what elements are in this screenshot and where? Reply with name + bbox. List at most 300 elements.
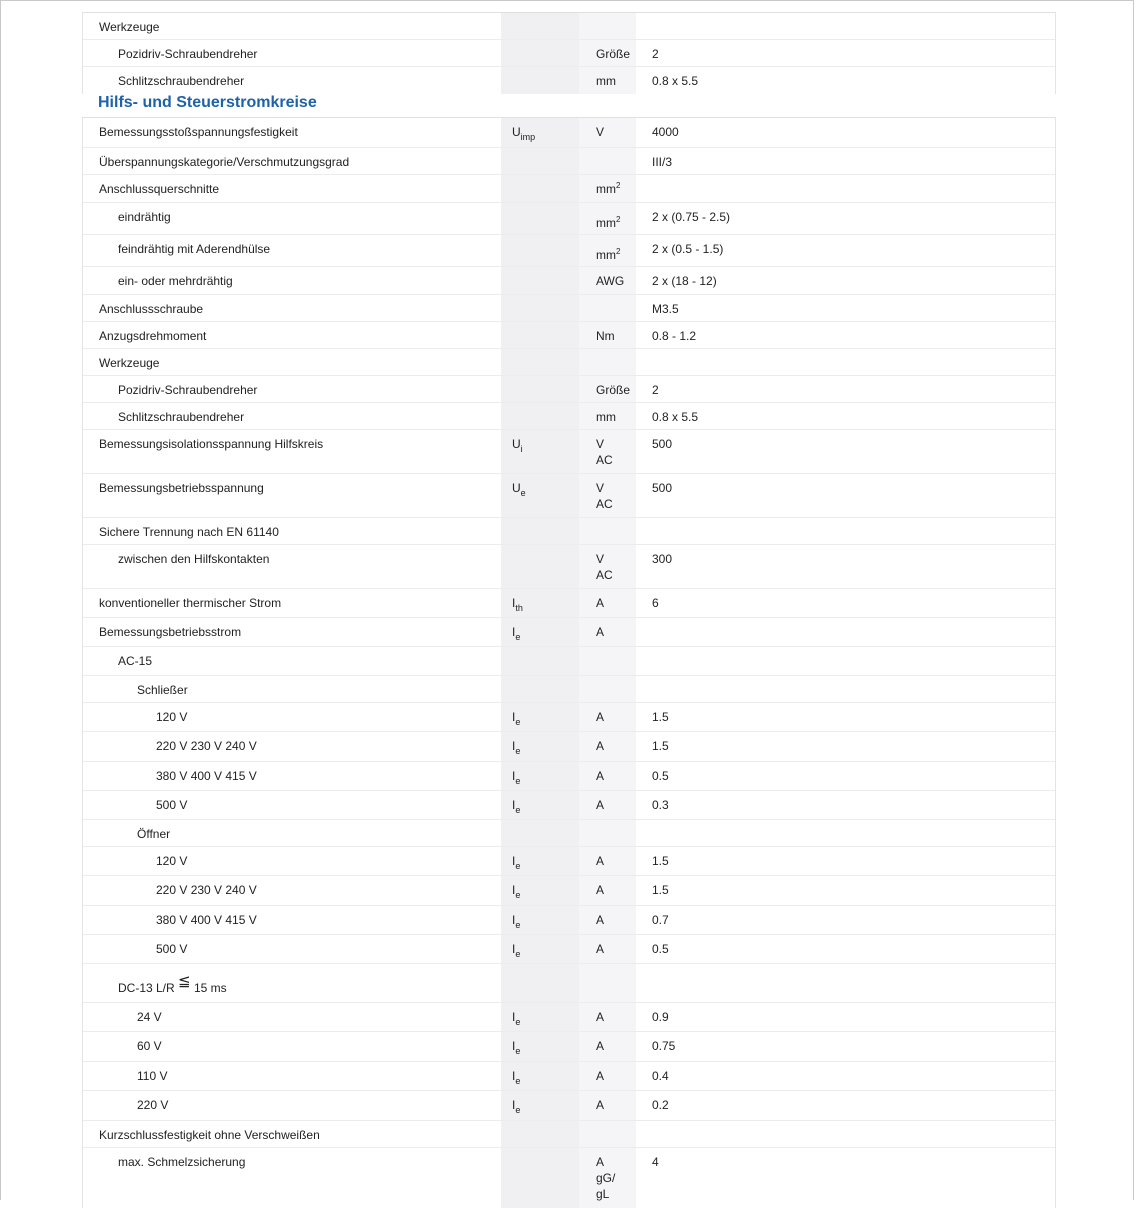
symbol-letter: I (512, 769, 516, 783)
value-cell (636, 67, 1056, 94)
symbol-cell (501, 349, 579, 376)
unit-cell (579, 349, 636, 376)
unit-cell (579, 40, 636, 67)
parameter-label (83, 295, 501, 317)
symbol-letter: I (512, 1098, 516, 1112)
unit-text: mm (596, 216, 616, 230)
unit (579, 791, 636, 813)
value-cell (636, 1032, 1056, 1062)
value (636, 1121, 1055, 1127)
unit-superscript: 2 (616, 247, 621, 256)
symbol-cell (501, 376, 579, 403)
parameter-text: max. Schmelzsicherung (118, 1155, 246, 1169)
unit (579, 1091, 636, 1113)
table-row (83, 762, 1056, 791)
symbol (501, 703, 579, 725)
unit-cell (579, 376, 636, 403)
unit-text: A (596, 1039, 605, 1053)
value: 1.5 (652, 739, 669, 753)
unit-cell (579, 1091, 636, 1121)
parameter-label (83, 703, 501, 725)
parameter-cell (83, 295, 502, 322)
value-cell (636, 403, 1056, 430)
symbol (501, 762, 579, 784)
value-cell (636, 518, 1056, 545)
symbol-letter: I (512, 625, 516, 639)
parameter-text: Anzugsdrehmoment (99, 329, 207, 343)
value-cell (636, 847, 1056, 876)
unit-text: A gG/ gL (596, 1155, 616, 1201)
unit (579, 618, 636, 640)
parameter-text: Sichere Trennung nach EN 61140 (99, 525, 279, 539)
symbol (501, 1032, 579, 1054)
parameter-cell (83, 430, 502, 474)
symbol-cell (501, 703, 579, 732)
unit-cell (579, 403, 636, 430)
symbol-subscript: i (520, 444, 523, 454)
table-row (83, 545, 1056, 589)
symbol-subscript: e (515, 1076, 521, 1086)
parameter-cell (83, 820, 502, 847)
value (636, 13, 1055, 19)
value-cell (636, 322, 1056, 349)
symbol-letter: U (512, 481, 521, 495)
symbol (501, 545, 579, 551)
unit-text: A (596, 739, 605, 753)
symbol (501, 175, 579, 181)
unit-cell (579, 847, 636, 876)
unit-text: Größe (596, 47, 631, 61)
parameter-cell (83, 589, 502, 618)
unit-text: A (596, 596, 605, 610)
parameter-cell (83, 676, 502, 703)
unit-superscript: 2 (616, 181, 621, 190)
parameter-label (83, 906, 501, 928)
value: 0.5 (652, 769, 669, 783)
value-cell (636, 430, 1056, 474)
value-cell (636, 732, 1056, 762)
value-cell (636, 1003, 1056, 1032)
symbol-subscript: e (515, 632, 521, 642)
parameter-text: AC-15 (118, 654, 153, 668)
parameter-text: Pozidriv-Schraubendreher (118, 383, 258, 397)
table-row (83, 376, 1056, 403)
parameter-cell (83, 791, 502, 820)
symbol (501, 820, 579, 826)
symbol-cell (501, 267, 579, 295)
table-row (83, 1032, 1056, 1062)
parameter-label (83, 430, 501, 452)
unit-cell (579, 118, 636, 148)
symbol-cell (501, 545, 579, 589)
symbol-cell (501, 203, 579, 235)
unit (579, 175, 636, 197)
unit-cell (579, 791, 636, 820)
tools-table (82, 12, 1056, 94)
table-row (83, 13, 1056, 40)
table-row (83, 267, 1056, 295)
symbol (501, 647, 579, 653)
symbol (501, 474, 579, 496)
unit (579, 847, 636, 869)
value-cell (636, 1121, 1056, 1148)
value: 500 (652, 481, 673, 495)
symbol-subscript: e (515, 861, 521, 871)
unit-cell (579, 703, 636, 732)
parameter-label (83, 1121, 501, 1143)
parameter-label (83, 964, 501, 996)
parameter-text: 220 V (137, 1098, 169, 1112)
unit-text: V AC (596, 481, 613, 511)
parameter-label (83, 676, 501, 698)
section-heading: Hilfs- und Steuerstromkreise (98, 94, 317, 111)
table-row (83, 430, 1056, 474)
unit-cell (579, 935, 636, 964)
symbol-subscript: e (515, 1046, 521, 1056)
unit (579, 430, 636, 468)
unit (579, 589, 636, 611)
symbol (501, 1121, 579, 1127)
symbol-letter: I (512, 883, 516, 897)
symbol (501, 295, 579, 301)
parameter-label (83, 876, 501, 898)
symbol-cell (501, 403, 579, 430)
symbol-cell (501, 1003, 579, 1032)
symbol (501, 203, 579, 209)
parameter-label (83, 847, 501, 869)
symbol (501, 235, 579, 241)
symbol-letter: I (512, 942, 516, 956)
parameter-suffix: 15 ms (193, 981, 227, 995)
symbol (501, 403, 579, 409)
parameter-cell (83, 762, 502, 791)
symbol (501, 67, 579, 73)
unit-cell (579, 430, 636, 474)
table-row (83, 791, 1056, 820)
value: 2 x (18 - 12) (652, 274, 717, 288)
parameter-label (83, 732, 501, 754)
parameter-text: Schlitzschraubendreher (118, 74, 245, 88)
parameter-text: Bemessungsisolationsspannung Hilfskreis (99, 437, 324, 451)
symbol-cell (501, 518, 579, 545)
value-cell (636, 647, 1056, 676)
symbol-letter: U (512, 437, 521, 451)
unit-cell (579, 235, 636, 267)
symbol-letter: I (512, 1069, 516, 1083)
value (636, 964, 1055, 970)
value-cell (636, 376, 1056, 403)
unit (579, 1121, 636, 1127)
symbol-cell (501, 935, 579, 964)
unit-text: Größe (596, 383, 631, 397)
parameter-cell (83, 376, 502, 403)
unit-cell (579, 148, 636, 175)
value: 4000 (652, 125, 679, 139)
parameter-text: konventioneller thermischer Strom (99, 596, 282, 610)
unit (579, 647, 636, 653)
parameter-cell (83, 1062, 502, 1091)
parameter-label (83, 589, 501, 611)
value: III/3 (652, 155, 673, 169)
value-cell (636, 618, 1056, 647)
unit-cell (579, 1032, 636, 1062)
unit (579, 935, 636, 957)
symbol (501, 676, 579, 682)
unit (579, 1062, 636, 1084)
table-row (83, 732, 1056, 762)
value: 1.5 (652, 883, 669, 897)
value: 0.7 (652, 913, 669, 927)
unit-cell (579, 762, 636, 791)
unit-cell (579, 732, 636, 762)
symbol-cell (501, 1091, 579, 1121)
value (636, 518, 1055, 524)
value: 0.5 (652, 942, 669, 956)
parameter-cell (83, 349, 502, 376)
symbol-cell (501, 589, 579, 618)
parameter-text: Überspannungskategorie/Verschmutzungsgrad (99, 155, 350, 169)
table-row (83, 403, 1056, 430)
parameter-label (83, 67, 501, 89)
parameter-cell (83, 732, 502, 762)
table-row (83, 322, 1056, 349)
table-row (83, 935, 1056, 964)
parameter-label (83, 1032, 501, 1054)
value-cell (636, 545, 1056, 589)
symbol-subscript: e (515, 1017, 521, 1027)
parameter-label (83, 376, 501, 398)
symbol (501, 589, 579, 611)
value-cell (636, 762, 1056, 791)
symbol (501, 935, 579, 957)
parameter-text: Schließer (137, 683, 188, 697)
parameter-cell (83, 1003, 502, 1032)
symbol (501, 1003, 579, 1025)
value: 0.2 (652, 1098, 669, 1112)
table-row (83, 676, 1056, 703)
symbol (501, 906, 579, 928)
parameter-text: Bemessungsbetriebsstrom (99, 625, 242, 639)
symbol (501, 349, 579, 355)
value: 0.4 (652, 1069, 669, 1083)
symbol (501, 430, 579, 452)
unit (579, 732, 636, 754)
table-row (83, 349, 1056, 376)
value: 2 (652, 383, 659, 397)
symbol-cell (501, 762, 579, 791)
symbol-cell (501, 474, 579, 518)
table-row (83, 647, 1056, 676)
unit-cell (579, 906, 636, 935)
parameter-text: 380 V 400 V 415 V (156, 769, 257, 783)
parameter-cell (83, 1121, 502, 1148)
unit (579, 545, 636, 583)
symbol-letter: I (512, 710, 516, 724)
table-row (83, 1062, 1056, 1091)
unit-text: A (596, 942, 605, 956)
table-row (83, 518, 1056, 545)
parameter-cell (83, 518, 502, 545)
symbol-letter: I (512, 739, 516, 753)
parameter-label (83, 474, 501, 496)
symbol-cell (501, 647, 579, 676)
value-cell (636, 676, 1056, 703)
unit-text: A (596, 710, 605, 724)
symbol-subscript: imp (520, 132, 536, 142)
parameter-label (83, 175, 501, 197)
parameter-text: Werkzeuge (99, 20, 160, 34)
symbol-cell (501, 40, 579, 67)
parameter-text: 500 V (156, 798, 188, 812)
unit-cell (579, 322, 636, 349)
unit (579, 118, 636, 140)
unit-text: AWG (596, 274, 625, 288)
parameter-cell (83, 474, 502, 518)
unit-text: A (596, 798, 605, 812)
value-cell (636, 40, 1056, 67)
value: 0.3 (652, 798, 669, 812)
value-cell (636, 203, 1056, 235)
unit-cell (579, 267, 636, 295)
symbol (501, 40, 579, 46)
parameter-cell (83, 235, 502, 267)
unit-text: Nm (596, 329, 615, 343)
value: 2 x (0.5 - 1.5) (652, 242, 724, 256)
unit-cell (579, 964, 636, 1003)
parameter-cell (83, 118, 502, 148)
unit (579, 1148, 636, 1202)
symbol (501, 876, 579, 898)
unit-cell (579, 175, 636, 203)
symbol-letter: I (512, 1010, 516, 1024)
value: 0.8 - 1.2 (652, 329, 697, 343)
symbol-cell (501, 295, 579, 322)
table-row (83, 964, 1056, 1003)
symbol-cell (501, 1032, 579, 1062)
symbol-cell (501, 906, 579, 935)
parameter-text: 220 V 230 V 240 V (156, 883, 257, 897)
symbol (501, 847, 579, 869)
unit-text: A (596, 1098, 605, 1112)
parameter-cell (83, 1148, 502, 1208)
parameter-text: feindrähtig mit Aderendhülse (118, 242, 271, 256)
parameter-text: Bemessungsstoßspannungsfestigkeit (99, 125, 298, 139)
unit (579, 67, 636, 89)
parameter-cell (83, 67, 502, 94)
value: 0.8 x 5.5 (652, 74, 699, 88)
parameter-cell (83, 703, 502, 732)
parameter-label (83, 1091, 501, 1113)
parameter-text: 110 V (137, 1069, 168, 1083)
symbol (501, 1062, 579, 1084)
parameter-label (83, 1062, 501, 1084)
table-row (83, 1091, 1056, 1121)
symbol (501, 1091, 579, 1113)
parameter-text: Anschlussschraube (99, 302, 204, 316)
value-cell (636, 703, 1056, 732)
unit (579, 906, 636, 928)
unit (579, 349, 636, 355)
symbol-cell (501, 732, 579, 762)
table-row (83, 1121, 1056, 1148)
symbol-cell (501, 876, 579, 906)
value: 300 (652, 552, 673, 566)
symbol-cell (501, 847, 579, 876)
parameter-cell (83, 964, 502, 1003)
unit-cell (579, 876, 636, 906)
table-row (83, 1003, 1056, 1032)
symbol-subscript: e (515, 890, 521, 900)
symbol-subscript: e (515, 805, 521, 815)
parameter-cell (83, 647, 502, 676)
unit-cell (579, 676, 636, 703)
unit-text: V AC (596, 437, 613, 467)
symbol-cell (501, 13, 579, 40)
parameter-label (83, 322, 501, 344)
value-cell (636, 589, 1056, 618)
parameter-cell (83, 267, 502, 295)
value-cell (636, 906, 1056, 935)
symbol-letter: I (512, 854, 516, 868)
parameter-text: Kurzschlussfestigkeit ohne Verschweißen (99, 1128, 320, 1142)
symbol-cell (501, 1148, 579, 1208)
parameter-cell (83, 876, 502, 906)
unit-text: mm (596, 248, 616, 262)
parameter-label (83, 618, 501, 640)
parameter-label (83, 545, 501, 567)
parameter-label (83, 518, 501, 540)
symbol (501, 964, 579, 970)
value-cell (636, 791, 1056, 820)
unit-text: A (596, 854, 605, 868)
unit (579, 820, 636, 826)
symbol (501, 267, 579, 273)
value: 2 x (0.75 - 2.5) (652, 210, 731, 224)
symbol-subscript: e (515, 776, 521, 786)
unit-cell (579, 820, 636, 847)
value (636, 647, 1055, 653)
symbol-subscript: e (520, 488, 526, 498)
unit-cell (579, 1148, 636, 1208)
unit-superscript: 2 (616, 215, 621, 224)
symbol (501, 322, 579, 328)
parameter-cell (83, 545, 502, 589)
table-row (83, 876, 1056, 906)
symbol (501, 732, 579, 754)
parameter-text: 120 V (156, 854, 188, 868)
parameter-label (83, 267, 501, 289)
table-row (83, 67, 1056, 94)
unit-text: A (596, 913, 605, 927)
value: 1.5 (652, 710, 669, 724)
unit (579, 295, 636, 301)
value: 0.9 (652, 1010, 669, 1024)
symbol-cell (501, 430, 579, 474)
unit (579, 703, 636, 725)
parameter-label (83, 820, 501, 842)
parameter-cell (83, 175, 502, 203)
unit (579, 235, 636, 263)
parameter-text: zwischen den Hilfskontakten (118, 552, 270, 566)
table-row (83, 203, 1056, 235)
value: 500 (652, 437, 673, 451)
value-cell (636, 474, 1056, 518)
symbol (501, 618, 579, 640)
symbol-letter: I (512, 913, 516, 927)
value-cell (636, 1091, 1056, 1121)
value-cell (636, 148, 1056, 175)
symbol-cell (501, 820, 579, 847)
